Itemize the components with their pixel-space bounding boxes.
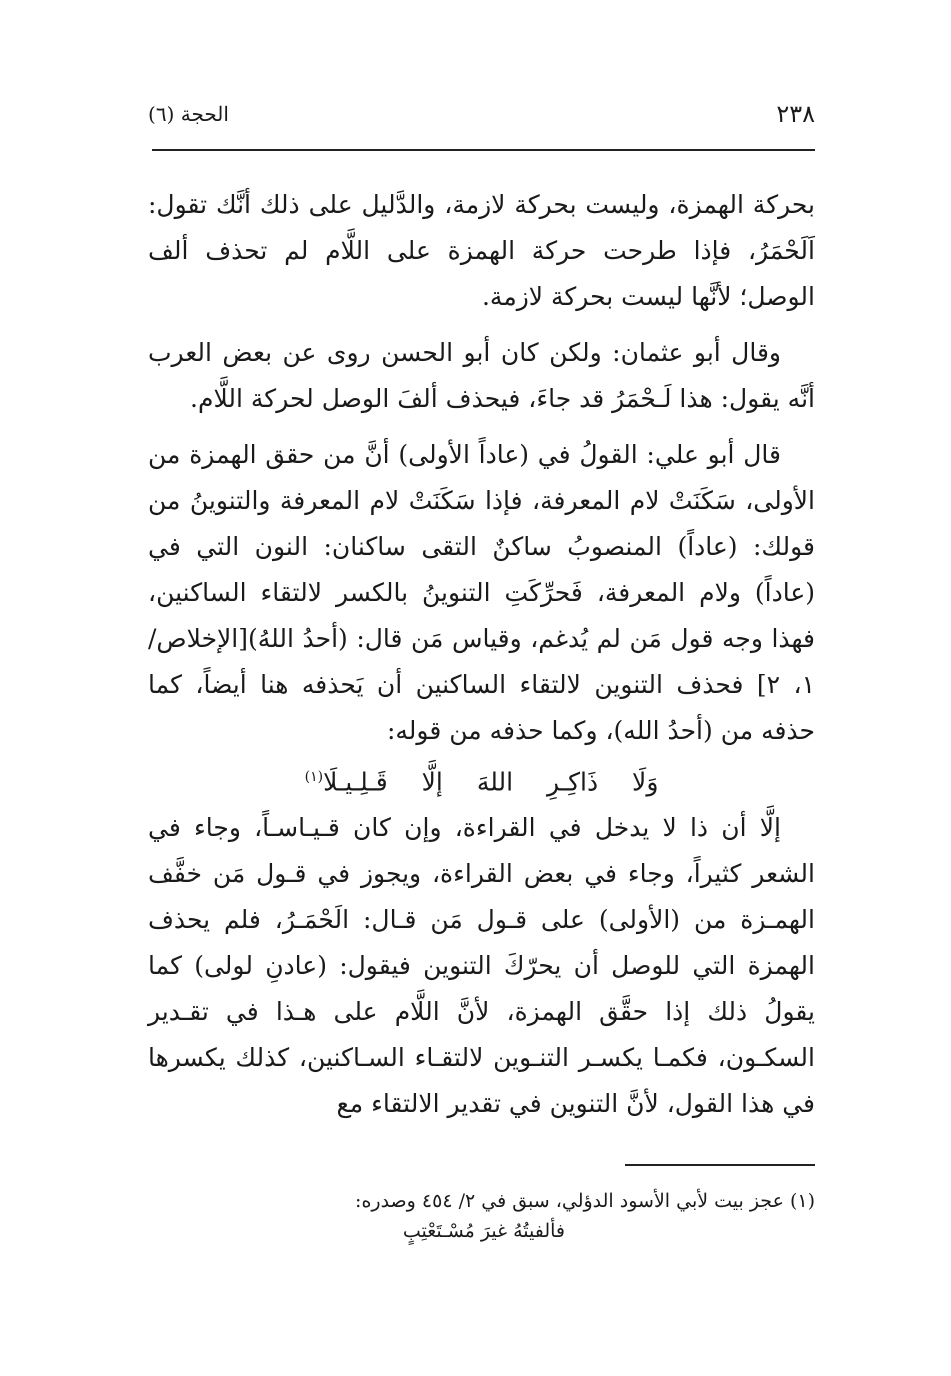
footnotes — [160, 1186, 815, 1246]
paragraph-4: إلَّا أن ذا لا يدخل في القراءة، وإن كان قـيـاسـاً، وجاء في الشعر كثيراً، وجاء في بعض القراءة، ويجوز في قـول مَن خفَّف الهمـزة من (الأولى) على قـول مَن قـال: الَحْمَـرُ، فلم يحذف الهمزة التي للوصل أن يحرّكَ التنوين فيقول: (عادنِ لولى) كما يقولُ ذلك إذا حقَّق الهمزة، لأنَّ اللَّام على هـذا في تقـدير السكـون، فكمـا يكسـر التنـوين لالتقـاء السـاكنين، كذلك يكسرها في هذا القول، لأنَّ التنوين في تقدير الالتقاء مع — [148, 813, 816, 1119]
paragraph-1: بحركة الهمزة، وليست بحركة لازمة، والدَّليل على ذلك أنَّك تقول: اَلَحْمَرُ، فإذا طرحت حركة الهمزة على اللَّام لم تحذف ألف الوصل؛ لأنَّها ليست بحركة لازمة. — [148, 190, 815, 311]
running-title: الحجة (٦) — [148, 102, 229, 126]
footnote-reference: (١) — [304, 769, 324, 785]
paragraph-3: قال أبو علي: القولُ في (عاداً الأولى) أنَّ من حقق الهمزة من الأولى، سَكَنَتْ لام المعرفة، فإذا سَكَنَتْ لام المعرفة والتنوينُ من قولك: (عاداً) المنصوبُ ساكنٌ التقى ساكنان: النون التي في (عاداً) ولام المعرفة، فَحرِّكَتِ التنوينُ بالكسر لالتقاء الساكنين، فهذا وجه قول مَن لم يُدغم، وقياس مَن قال: (أحدُ اللهُ)[الإخلاص/ ١، ٢] فحذف التنوين لالتقاء الساكنين أن يَحذفه هنا أيضاً، كما حذفه من (أحدُ الله)، وكما حذفه من قوله: — [148, 440, 815, 745]
main-text — [148, 182, 815, 1127]
footnote-divider — [625, 1164, 815, 1166]
footnote-1-verse: فألفيتُهُ غيرَ مُسْـتَعْتِبٍ — [402, 1220, 565, 1242]
footnote-1: (١) عجز بيت لأبي الأسود الدؤلي، سبق في ٢/ ٤٥٤ وصدره: — [355, 1190, 815, 1212]
paragraph-2: وقال أبو عثمان: ولكن كان أبو الحسن روى عن بعض العرب أنَّه يقول: هذا لَـحْمَرُ قد جاءَ، فيحذف ألفَ الوصل لحركة اللَّام. — [148, 338, 815, 413]
verse-text: وَلَا ذَاكِـرِ اللهَ إلَّا قَـلِـيـلَا — [323, 767, 659, 797]
poetry-verse — [148, 754, 815, 805]
page-number: ٢٣٨ — [776, 100, 815, 128]
header-divider — [152, 149, 815, 151]
page-header — [148, 100, 815, 140]
